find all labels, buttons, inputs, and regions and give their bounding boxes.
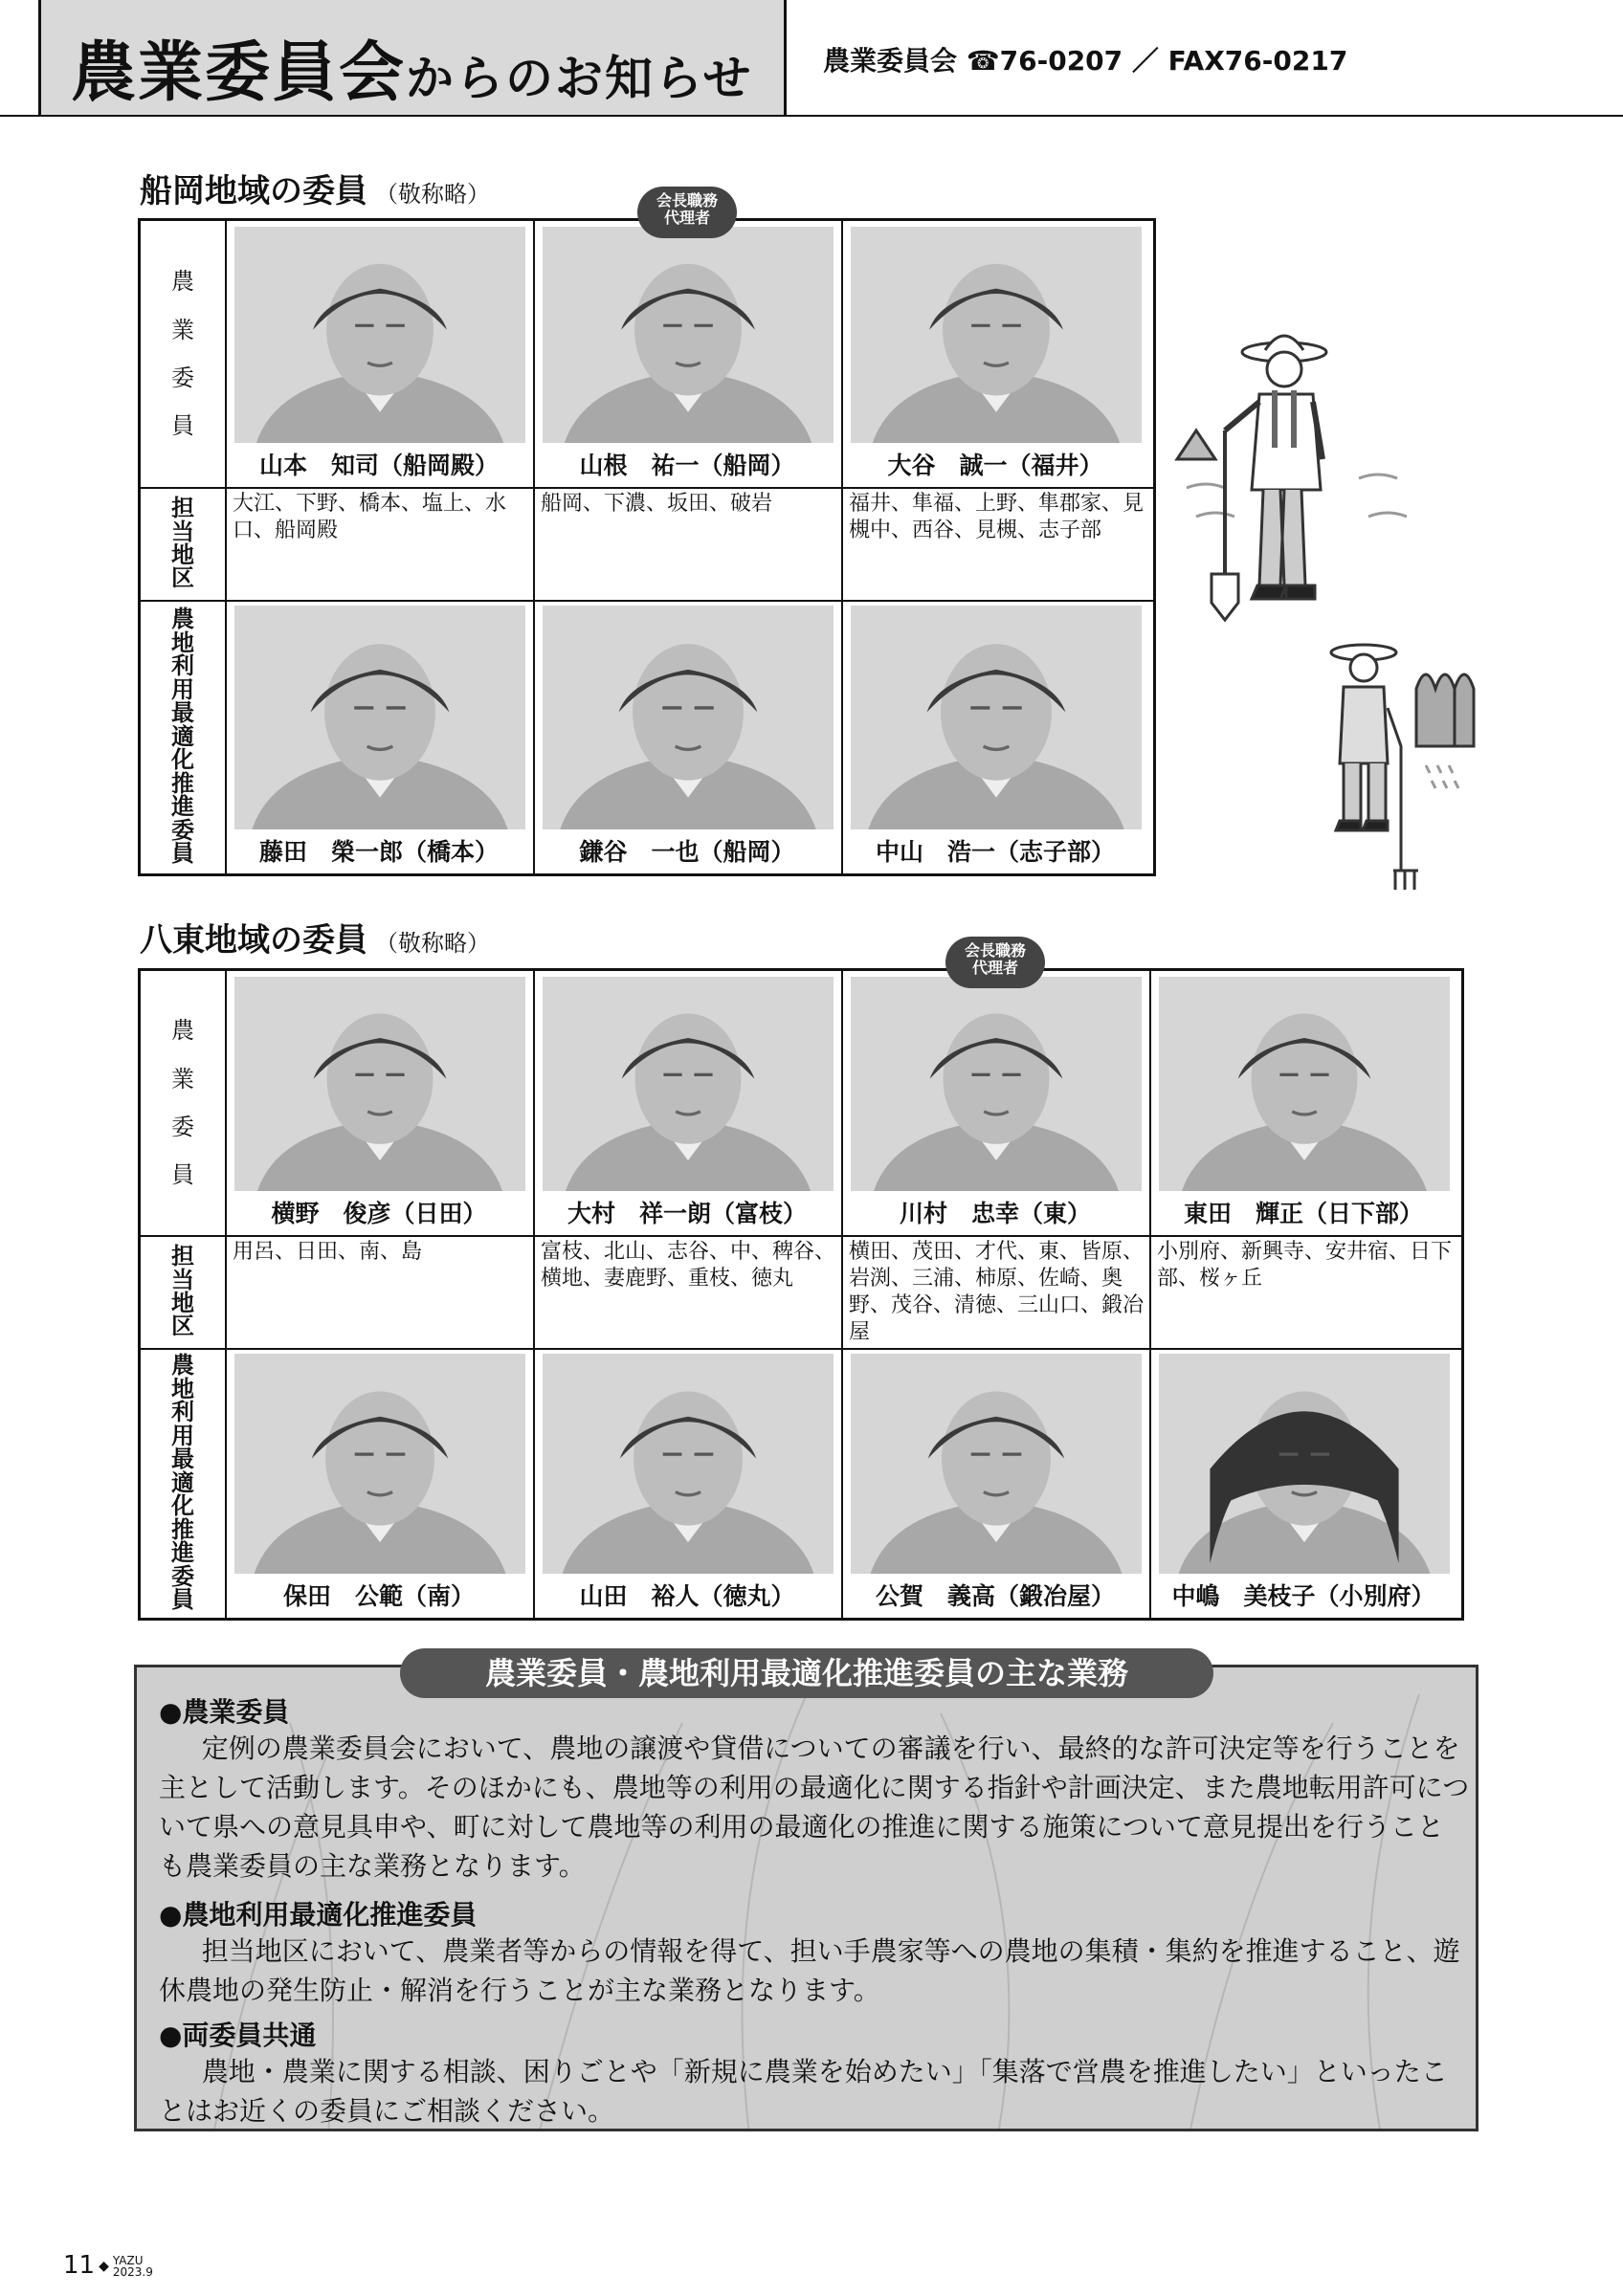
row-label-char: 当 — [171, 518, 194, 545]
member-photo — [234, 227, 525, 443]
contact-info: 農業委員会 ☎76-0207 ／ FAX76-0217 — [823, 45, 1348, 77]
row-label-char: 地 — [171, 629, 194, 656]
farmer-with-pitchfork-illustration — [1311, 631, 1502, 890]
row-label-char: 利 — [171, 652, 194, 680]
member-photo — [851, 1354, 1142, 1574]
page-title: 農業委員会からのお知らせ — [71, 35, 753, 111]
row-label-char: 委 — [171, 816, 194, 844]
column-divider — [225, 971, 227, 1618]
row-label-promotion — [141, 600, 225, 873]
row-label-char: 担 — [171, 495, 194, 522]
row-label-char: 用 — [171, 675, 194, 703]
row-label-char: 地 — [171, 1290, 194, 1316]
member-name: 山本 知司（船岡殿） — [258, 452, 499, 479]
member-photo — [543, 227, 834, 443]
assigned-area: 福井、隼福、上野、隼郡家、見槻中、西谷、見槻、志子部 — [849, 492, 1145, 543]
row-label-char: 区 — [171, 564, 194, 592]
duty-heading: ●両委員共通 — [159, 2020, 317, 2051]
row-label-char: 農 — [171, 268, 194, 296]
member-photo — [543, 606, 834, 829]
member-name: 中山 浩一（志子部） — [875, 838, 1115, 866]
diamond-icon: ◆ — [99, 2258, 109, 2274]
row-label-char: 推 — [171, 769, 194, 797]
row-label-promotion — [141, 1348, 225, 1618]
member-name: 山根 祐一（船岡） — [579, 452, 795, 479]
page-number: 11 — [63, 2251, 96, 2280]
duty-text: 担当地区において、農業者等からの情報を得て、担い手農家等への農地の集積・集約を推進すること、遊休農地の発生防止・解消を行うことが主な業務となります。 — [159, 1935, 1460, 2006]
duty-heading: ●農業委員 — [159, 1696, 290, 1728]
row-label-committee — [141, 221, 225, 487]
row-label-char: 化 — [171, 1492, 194, 1520]
duty-heading: ●農地利用最適化推進委員 — [159, 1899, 478, 1931]
funaoka-section-title: 船岡地域の委員 （敬称略） — [140, 172, 490, 210]
column-divider — [1149, 971, 1151, 1618]
assigned-area: 船岡、下濃、坂田、破岩 — [541, 492, 773, 516]
member-name: 大村 祥一朗（富枝） — [567, 1200, 807, 1227]
row-label-char: 担 — [171, 1243, 194, 1270]
farmer-with-shovel-illustration — [1167, 325, 1435, 631]
member-name: 山田 裕人（徳丸） — [579, 1582, 795, 1610]
row-label-char: 地 — [171, 1375, 194, 1402]
duties-title: 農業委員・農地利用最適化推進委員の主な業務 — [400, 1648, 1213, 1698]
member-photo — [234, 977, 525, 1191]
row-label-char: 業 — [171, 1065, 194, 1093]
page-header — [0, 0, 1623, 117]
row-label-char: 進 — [171, 1539, 194, 1567]
row-label-char: 員 — [171, 412, 194, 440]
column-divider — [225, 221, 227, 873]
assigned-area: 小別府、新興寺、安井宿、日下部、桜ヶ丘 — [1157, 1240, 1453, 1292]
row-label-area — [141, 487, 225, 600]
row-label-area — [141, 1235, 225, 1348]
member-photo — [234, 606, 525, 829]
hatto-section-title: 八東地域の委員 （敬称略） — [140, 921, 490, 960]
row-label-char: 適 — [171, 722, 194, 750]
member-photo — [234, 1354, 525, 1574]
row-label-char: 員 — [171, 1161, 194, 1189]
assigned-area: 大江、下野、橋本、塩上、水口、船岡殿 — [233, 492, 507, 543]
row-label-char: 化 — [171, 746, 194, 774]
row-label-char: 進 — [171, 793, 194, 821]
duty-item — [159, 1691, 1470, 1887]
row-label-char: 用 — [171, 1422, 194, 1449]
row-label-char: 区 — [171, 1313, 194, 1340]
issue-date: 2023.9 — [112, 2264, 153, 2279]
member-photo — [543, 977, 834, 1191]
member-name: 中嶋 美枝子（小別府） — [1171, 1582, 1435, 1610]
row-label-char: 利 — [171, 1399, 194, 1426]
deputy-chair-badge: 会長職務 代理者 — [637, 187, 737, 238]
row-divider — [141, 1348, 1461, 1350]
member-name: 藤田 榮一郎（橋本） — [258, 838, 499, 866]
page-footer — [63, 2251, 153, 2280]
hatto-members-table — [138, 941, 1464, 1621]
row-divider — [141, 1235, 1461, 1237]
member-photo — [851, 227, 1142, 443]
member-name: 川村 忠幸（東） — [899, 1200, 1091, 1227]
member-name: 横野 俊彦（日田） — [271, 1200, 487, 1227]
row-label-char: 員 — [171, 840, 194, 868]
member-photo — [1159, 1354, 1450, 1574]
row-label-char: 委 — [171, 1562, 194, 1590]
assigned-area: 用呂、日田、南、島 — [233, 1240, 423, 1264]
row-label-char: 員 — [171, 1586, 194, 1614]
member-photo — [543, 1354, 834, 1574]
row-label-char: 委 — [171, 364, 194, 391]
row-label-char: 委 — [171, 1114, 194, 1140]
member-name: 東田 輝正（日下部） — [1183, 1200, 1423, 1227]
column-divider — [533, 221, 535, 873]
assigned-area: 横田、茂田、才代、東、皆原、岩渕、三浦、柿原、佐崎、奥野、茂谷、清徳、三山口、鍛冶屋 — [849, 1240, 1145, 1345]
assigned-area: 富枝、北山、志谷、中、稗谷、横地、妻鹿野、重枝、徳丸 — [541, 1240, 836, 1292]
header-divider — [0, 115, 1623, 117]
row-label-char: 最 — [171, 699, 194, 727]
duty-text: 農地・農業に関する相談、困りごとや「新規に農業を始めたい」「集落で営農を推進したい」といったことはお近くの委員にご相談ください。 — [159, 2056, 1448, 2127]
row-label-char: 農 — [171, 1352, 194, 1380]
magazine-name: YAZU — [112, 2253, 144, 2267]
row-label-char: 推 — [171, 1515, 194, 1543]
duty-text: 定例の農業委員会において、農地の譲渡や貸借についての審議を行い、最終的な許可決定等を行うことを主として活動します。そのほかにも、農地等の利用の最適化に関する指針や計画決定、また農地転用許可について県への意見具申や、町に対して農地等の利用の最適化の推進に関する施策について意見提出を行うことも農業委員の主な業務となります。 — [159, 1733, 1470, 1882]
row-divider — [141, 487, 1153, 489]
row-label-char: 適 — [171, 1468, 194, 1496]
row-label-char: 地 — [171, 541, 194, 568]
row-label-char: 当 — [171, 1266, 194, 1293]
member-photo — [851, 977, 1142, 1191]
row-label-char: 業 — [171, 316, 194, 343]
row-label-char: 農 — [171, 1017, 194, 1045]
row-label-char: 最 — [171, 1446, 194, 1473]
column-divider — [533, 971, 535, 1618]
member-name: 公賀 義高（鍛冶屋） — [875, 1582, 1115, 1610]
duty-item — [159, 1894, 1470, 2011]
column-divider — [841, 221, 843, 873]
row-divider — [141, 600, 1153, 602]
member-photo — [851, 606, 1142, 829]
deputy-chair-badge: 会長職務 代理者 — [945, 937, 1045, 988]
member-photo — [1159, 977, 1450, 1191]
row-label-committee — [141, 971, 225, 1235]
duty-item — [159, 2015, 1470, 2131]
member-name: 大谷 誠一（福井） — [887, 452, 1103, 479]
member-name: 鎌谷 一也（船岡） — [579, 838, 795, 866]
column-divider — [841, 971, 843, 1618]
row-label-char: 農 — [171, 606, 194, 633]
member-name: 保田 公範（南） — [282, 1582, 475, 1610]
